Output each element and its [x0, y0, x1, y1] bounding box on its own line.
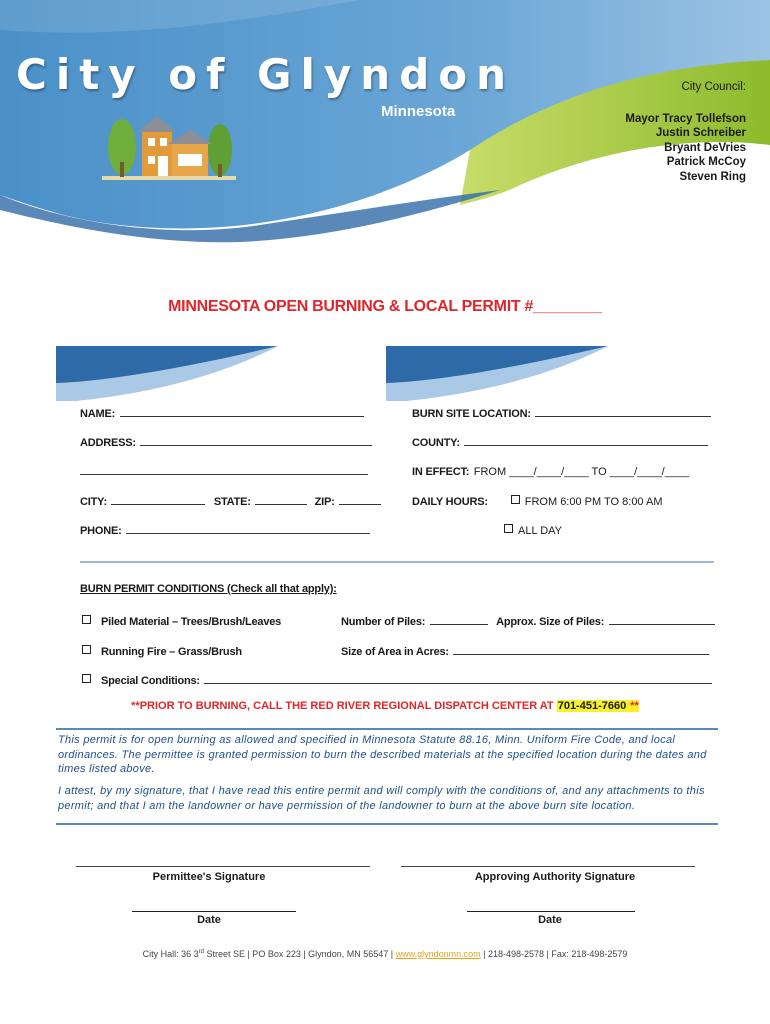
- burn-site-row: [412, 404, 711, 422]
- daily-hours-row: [412, 492, 663, 510]
- terms-bottom-rule: [56, 823, 718, 825]
- address-label: ADDRESS:: [80, 437, 136, 449]
- county-field[interactable]: [464, 435, 708, 446]
- all-day-option: ALL DAY: [518, 525, 563, 537]
- address-row-2: [80, 462, 368, 480]
- piled-checkbox[interactable]: [82, 615, 91, 624]
- area-row: [341, 642, 709, 660]
- city-label: CITY:: [80, 496, 107, 508]
- daily-hours-label: DAILY HOURS:: [412, 496, 488, 508]
- piles-count-field[interactable]: [430, 614, 488, 625]
- city-council-list: [625, 80, 746, 185]
- running-row: [82, 642, 242, 660]
- website-link[interactable]: www.glyndonmn.com: [395, 949, 481, 959]
- piles-size-field[interactable]: [609, 614, 715, 625]
- special-checkbox[interactable]: [82, 674, 91, 683]
- zip-label: ZIP:: [314, 496, 335, 508]
- permittee-signature-label: Permittee's Signature: [152, 871, 266, 883]
- council-heading: City Council:: [681, 81, 746, 93]
- zip-field[interactable]: [339, 494, 381, 505]
- council-member: Justin Schreiber: [655, 127, 746, 140]
- city-title: City of Glyndon: [16, 50, 516, 99]
- state-label: STATE:: [213, 496, 251, 508]
- state-field[interactable]: [255, 494, 307, 505]
- left-section-swoosh: [56, 343, 376, 403]
- dispatch-notice: [0, 700, 770, 712]
- terms-top-rule: [56, 728, 718, 730]
- notice-phone: 701-451-7660: [557, 700, 627, 712]
- special-label: Special Conditions:: [101, 675, 200, 687]
- name-label: NAME:: [80, 408, 116, 420]
- burn-site-label: BURN SITE LOCATION:: [412, 408, 531, 420]
- footer-address: City Hall: 36 3: [142, 949, 199, 959]
- area-label: Size of Area in Acres:: [341, 646, 449, 658]
- footer-address-2: Street SE | PO Box 223 | Glyndon, MN 56547 |: [203, 949, 396, 959]
- name-row: [80, 404, 364, 422]
- permittee-date-label: Date: [197, 914, 221, 926]
- footer: [0, 949, 770, 959]
- conditions-heading: BURN PERMIT CONDITIONS (Check all that apply):: [80, 583, 337, 595]
- permit-title: MINNESOTA OPEN BURNING & LOCAL PERMIT #________: [168, 298, 602, 315]
- name-field[interactable]: [120, 406, 364, 417]
- footer-sup: rd: [198, 949, 204, 955]
- state-name: Minnesota: [381, 103, 456, 120]
- permittee-signature-line[interactable]: [76, 866, 370, 867]
- right-section-swoosh: [386, 343, 716, 403]
- address-line-2-field[interactable]: [80, 464, 368, 475]
- attestation: I attest, by my signature, that I have read this entire permit and will comply with the conditions of, and any attachments to this permit; and that I am the landowner or have permission of the landowner to burn at the above burn site location.: [58, 785, 705, 812]
- in-effect-label: IN EFFECT:: [412, 466, 470, 478]
- county-row: [412, 433, 708, 451]
- council-member: Bryant DeVries: [664, 141, 746, 154]
- authority-signature-label: Approving Authority Signature: [474, 871, 636, 883]
- burn-site-field[interactable]: [535, 406, 711, 417]
- house-illustration: [100, 112, 240, 182]
- authority-signature-line[interactable]: [401, 866, 695, 867]
- city-state-zip-row: [80, 492, 381, 510]
- piles-count-label: Number of Piles:: [341, 616, 426, 628]
- notice-text: **PRIOR TO BURNING, CALL THE RED RIVER REGIONAL DISPATCH CENTER AT: [131, 700, 557, 712]
- address-row: [80, 433, 372, 451]
- permittee-date-line[interactable]: [132, 911, 296, 912]
- area-field[interactable]: [453, 644, 709, 655]
- authority-date-line[interactable]: [467, 911, 635, 912]
- phone-label: PHONE:: [80, 525, 122, 537]
- council-member: Mayor Tracy Tollefson: [625, 112, 746, 125]
- all-day-row: [504, 521, 562, 539]
- authority-date-label: Date: [538, 914, 562, 926]
- night-hours-option: FROM 6:00 PM TO 8:00 AM: [524, 496, 663, 508]
- piles-row: [341, 612, 715, 630]
- phone-row: [80, 521, 370, 539]
- in-effect-dates[interactable]: FROM ____/____/____ TO ____/____/____: [473, 466, 690, 478]
- permit-terms: This permit is for open burning as allowed and specified in Minnesota Statute 88.16, Minn. Uniform Fire Code, and local ordinances. The permittee is granted permission to burn the described materials at the specified location during the dates and times listed above.: [58, 734, 707, 775]
- notice-stars: **: [627, 700, 639, 712]
- phone-field[interactable]: [126, 523, 370, 534]
- running-checkbox[interactable]: [82, 645, 91, 654]
- night-hours-checkbox[interactable]: [511, 495, 520, 504]
- section-divider: [80, 561, 714, 563]
- all-day-checkbox[interactable]: [504, 524, 513, 533]
- special-field[interactable]: [204, 673, 712, 684]
- council-member: Steven Ring: [679, 170, 746, 183]
- piled-label: Piled Material – Trees/Brush/Leaves: [101, 616, 282, 628]
- running-label: Running Fire – Grass/Brush: [101, 646, 242, 658]
- address-field[interactable]: [140, 435, 372, 446]
- piles-size-label: Approx. Size of Piles:: [496, 616, 605, 628]
- city-field[interactable]: [111, 494, 205, 505]
- piled-row: [82, 612, 281, 630]
- council-member: Patrick McCoy: [666, 156, 746, 169]
- footer-contact: | 218-498-2578 | Fax: 218-498-2579: [480, 949, 628, 959]
- special-row: [82, 671, 712, 689]
- in-effect-row: [412, 462, 689, 480]
- county-label: COUNTY:: [412, 437, 460, 449]
